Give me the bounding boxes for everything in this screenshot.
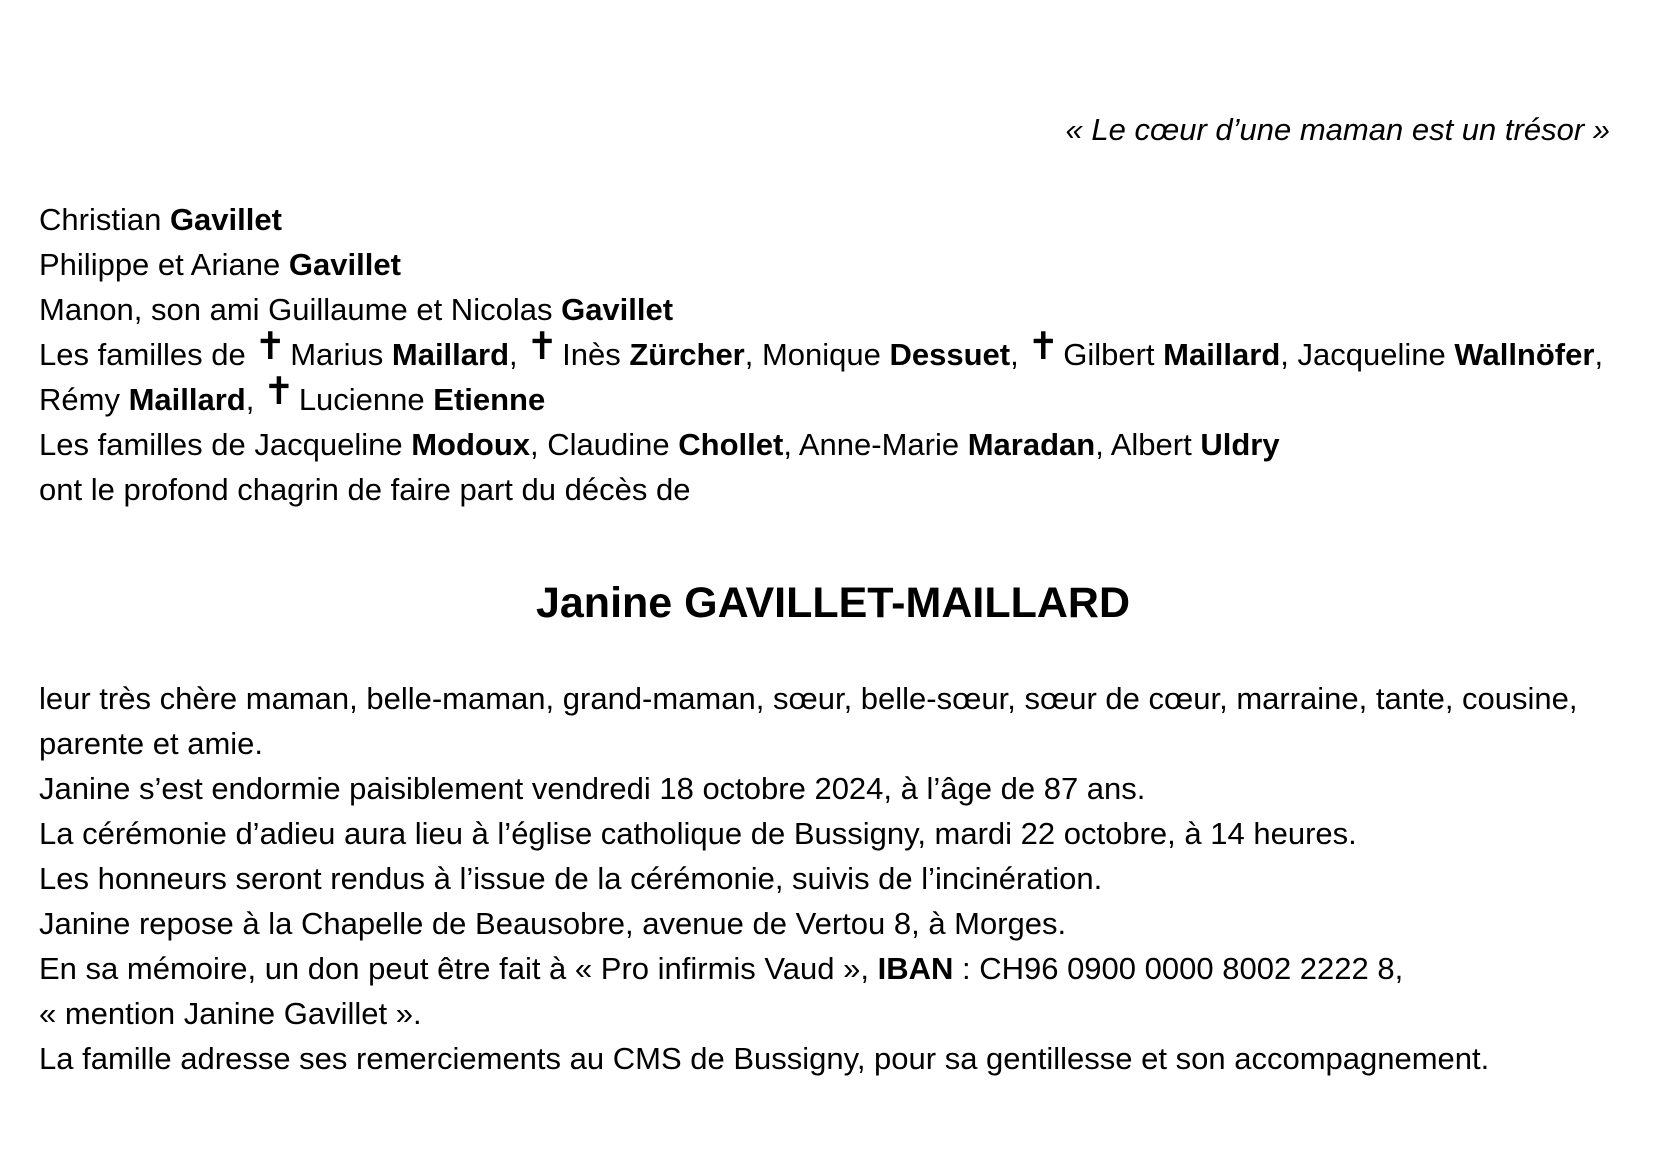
separator: ,: [1280, 337, 1298, 372]
death-text: Janine s’est endormie paisiblement vendredi 18 octobre 2024, à l’âge de 87 ans.: [39, 771, 1146, 806]
donation-text: [39, 946, 1619, 991]
mourner-surname: Gavillet: [561, 292, 674, 327]
donation-before: En sa mémoire, un don peut être fait à « Pro infirmis Vaud »,: [39, 951, 878, 986]
iban-label: IBAN: [877, 951, 954, 986]
mourner-first-names: Philippe et Ariane: [39, 247, 289, 282]
family-surname: Etienne: [433, 382, 546, 417]
honours-text: Les honneurs seront rendus à l’issue de la cérémonie, suivis de l’incinération.: [39, 861, 1103, 896]
family-surname: Wallnöfer: [1454, 337, 1595, 372]
mourners-list: [39, 197, 1619, 512]
mourner-first-names: Christian: [39, 202, 170, 237]
separator: ,: [1594, 337, 1604, 372]
donation-after: : CH96 0900 0000 8002 2222 8,: [953, 951, 1404, 986]
family-surname: Dessuet: [889, 337, 1011, 372]
family-first-name: Jacqueline: [254, 427, 412, 462]
family-surname: Maillard: [391, 337, 510, 372]
family-first-name: Rémy: [39, 382, 129, 417]
mourner-line: [39, 197, 1619, 242]
family-surname: Modoux: [411, 427, 531, 462]
families-intro: Les familles de: [39, 337, 255, 372]
separator: ,: [783, 427, 799, 462]
family-surname: Uldry: [1200, 427, 1280, 462]
family-first-name: Anne-Marie: [798, 427, 968, 462]
family-first-name: Claudine: [547, 427, 679, 462]
mourner-line: [39, 242, 1619, 287]
donation-mention: « mention Janine Gavillet ».: [39, 996, 422, 1031]
family-surname: Maradan: [967, 427, 1096, 462]
thanks-text: La famille adresse ses remerciements au CMS de Bussigny, pour sa gentillesse et son accompagnement.: [39, 1041, 1490, 1076]
relations-text: leur très chère maman, belle-maman, grand-maman, sœur, belle-sœur, sœur de cœur, marraine, tante, cousine, parente et amie.: [39, 681, 1578, 761]
family-first-name: Lucienne: [298, 382, 434, 417]
family-first-name: Albert: [1110, 427, 1201, 462]
family-first-name: Jacqueline: [1297, 337, 1455, 372]
cross-icon: ✝: [526, 326, 559, 368]
family-surname: Chollet: [678, 427, 784, 462]
separator: ,: [1095, 427, 1111, 462]
family-surname: Maillard: [128, 382, 246, 417]
cross-icon: ✝: [254, 326, 287, 368]
mourner-surname: Gavillet: [169, 202, 282, 237]
mourner-first-names: Manon, son ami Guillaume et Nicolas: [39, 292, 562, 327]
obituary-body: [39, 676, 1619, 1081]
cross-icon: ✝: [1027, 326, 1060, 368]
mourner-surname: Gavillet: [288, 247, 401, 282]
family-first-name: Inès: [562, 337, 630, 372]
separator: ,: [245, 382, 263, 417]
families-intro: Les familles de: [39, 427, 255, 462]
family-first-name: Gilbert: [1063, 337, 1164, 372]
epigraph-quote: « Le cœur d’une maman est un trésor »: [1065, 112, 1610, 147]
cross-icon: ✝: [262, 371, 295, 413]
family-first-name: Monique: [761, 337, 890, 372]
separator: ,: [744, 337, 762, 372]
separator: ,: [530, 427, 548, 462]
separator: ,: [509, 337, 527, 372]
rests-text: Janine repose à la Chapelle de Beausobre, avenue de Vertou 8, à Morges.: [39, 906, 1067, 941]
family-surname: Maillard: [1163, 337, 1281, 372]
announcement-line: ont le profond chagrin de faire part du décès de: [39, 472, 691, 507]
separator: ,: [1010, 337, 1028, 372]
deceased-name: Janine GAVILLET-MAILLARD: [535, 579, 1131, 627]
ceremony-text: La cérémonie d’adieu aura lieu à l’église catholique de Bussigny, mardi 22 octobre, à 14 heures.: [39, 816, 1357, 851]
mourner-families-line: [39, 422, 1619, 467]
mourner-families-line: [39, 326, 1619, 422]
family-surname: Zürcher: [629, 337, 745, 372]
family-first-name: Marius: [290, 337, 392, 372]
